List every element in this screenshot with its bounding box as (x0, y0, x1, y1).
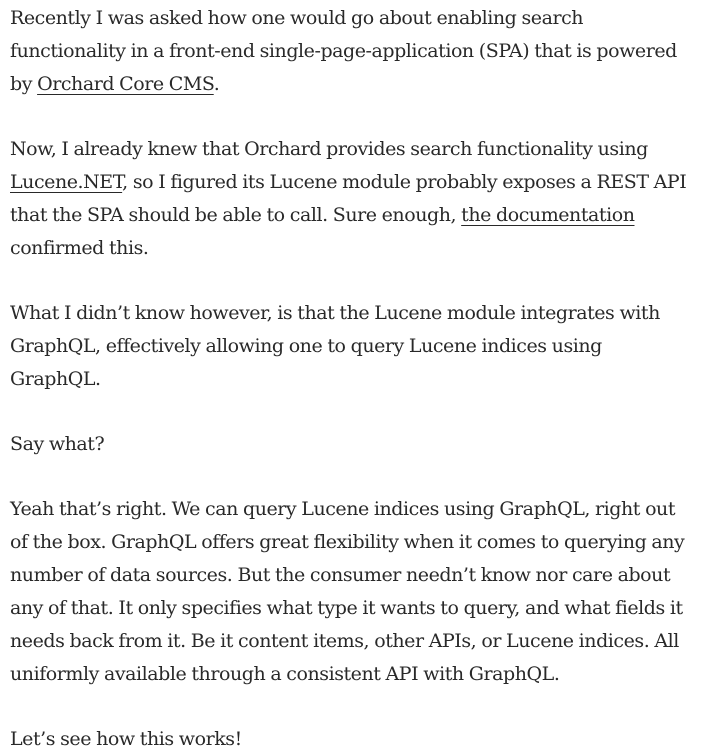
paragraph-say-what: Say what? (10, 433, 105, 455)
documentation-link[interactable]: the documentation (461, 204, 635, 226)
paragraph-text: Recently I was asked how one would go about enabling search functionality in a front-end single-page-application (SPA) that is powered by (10, 7, 677, 95)
paragraph-text: confirmed this. (10, 237, 149, 259)
orchard-core-cms-link[interactable]: Orchard Core CMS (37, 73, 214, 95)
paragraph-text: Now, I already knew that Orchard provides search functionality using (10, 138, 648, 160)
paragraph-explanation: Yeah that’s right. We can query Lucene indices using GraphQL, right out of the box. GraphQL offers great flexibility when it comes to querying any number of data sources. But the consumer needn’t know nor care about any of that. It only specifies what type it wants to query, and what fields it needs back from it. Be it content items, other APIs, or Lucene indices. All uniformly available through a consistent API with GraphQL. (10, 498, 685, 685)
paragraph-graphql: What I didn’t know however, is that the Lucene module integrates with GraphQL, effectively allowing one to query Lucene indices using GraphQL. (10, 302, 660, 390)
paragraph-lucene (10, 133, 693, 265)
paragraph-text: , so I figured its Lucene module probably exposes a REST API that the SPA should be able to call. Sure enough, (10, 171, 687, 226)
lucene-net-link[interactable]: Lucene.NET (10, 171, 123, 193)
paragraph-outro: Let’s see how this works! (10, 728, 242, 750)
article-body (0, 2, 703, 750)
paragraph-intro (10, 2, 693, 101)
paragraph-text: . (213, 73, 220, 95)
